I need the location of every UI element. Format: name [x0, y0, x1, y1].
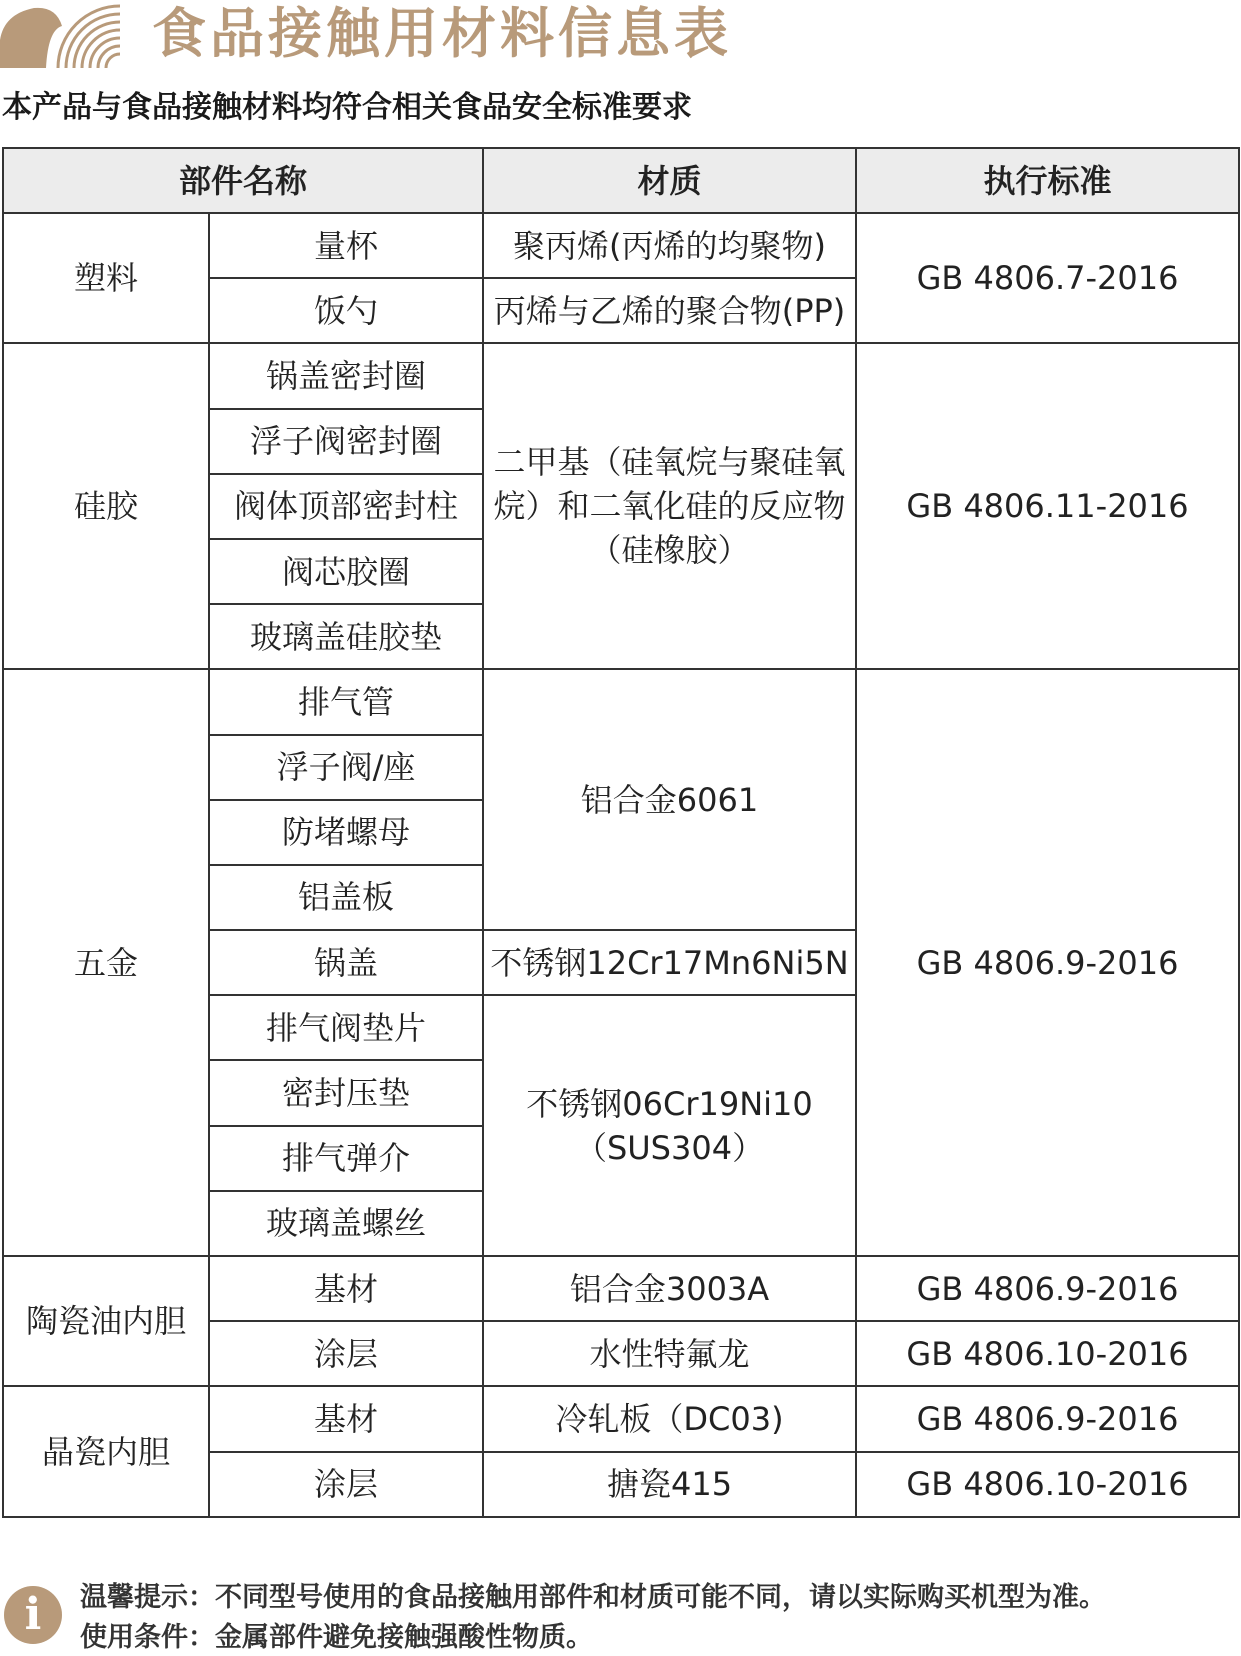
part-cell: 浮子阀/座: [209, 735, 483, 800]
standard-cell: GB 4806.10-2016: [856, 1452, 1239, 1517]
material-cell: 二甲基（硅氧烷与聚硅氧烷）和二氧化硅的反应物（硅橡胶）: [483, 343, 856, 669]
table-header-row: [3, 148, 1239, 213]
materials-table: [2, 147, 1240, 1518]
category-cell: 五金: [3, 669, 209, 1256]
part-cell: 涂层: [209, 1321, 483, 1386]
table-row: [3, 1256, 1239, 1321]
part-cell: 铝盖板: [209, 865, 483, 930]
part-cell: 锅盖密封圈: [209, 343, 483, 408]
table-row: [3, 343, 1239, 408]
material-cell: 丙烯与乙烯的聚合物(PP): [483, 278, 856, 343]
notice-usage-condition: 使用条件：金属部件避免接触强酸性物质。: [80, 1622, 593, 1653]
category-cell: 硅胶: [3, 343, 209, 669]
header-material: 材质: [483, 148, 856, 213]
category-cell: 塑料: [3, 213, 209, 343]
page-subtitle: 本产品与食品接触材料均符合相关食品安全标准要求: [2, 90, 692, 125]
standard-cell: GB 4806.9-2016: [856, 1386, 1239, 1451]
material-cell: 铝合金6061: [483, 669, 856, 930]
table-row: [3, 1386, 1239, 1451]
standard-cell: GB 4806.9-2016: [856, 669, 1239, 1256]
standard-cell: GB 4806.7-2016: [856, 213, 1239, 343]
material-cell: 铝合金3003A: [483, 1256, 856, 1321]
material-cell: 不锈钢06Cr19Ni10（SUS304）: [483, 995, 856, 1256]
standard-cell: GB 4806.10-2016: [856, 1321, 1239, 1386]
part-cell: 饭勺: [209, 278, 483, 343]
material-cell: 不锈钢12Cr17Mn6Ni5N: [483, 930, 856, 995]
standard-cell: GB 4806.9-2016: [856, 1256, 1239, 1321]
table-row: [3, 669, 1239, 734]
material-cell: 冷轧板（DC03): [483, 1386, 856, 1451]
part-cell: 基材: [209, 1386, 483, 1451]
part-cell: 阀芯胶圈: [209, 539, 483, 604]
material-cell: 水性特氟龙: [483, 1321, 856, 1386]
header-standard: 执行标准: [856, 148, 1239, 213]
part-cell: 排气阀垫片: [209, 995, 483, 1060]
part-cell: 防堵螺母: [209, 800, 483, 865]
part-cell: 密封压垫: [209, 1060, 483, 1125]
header-part-name: 部件名称: [3, 148, 483, 213]
page-title: 食品接触用材料信息表: [152, 2, 732, 65]
material-cell: 搪瓷415: [483, 1452, 856, 1517]
info-icon: i: [4, 1586, 62, 1644]
part-cell: 玻璃盖螺丝: [209, 1191, 483, 1256]
category-cell: 陶瓷油内胆: [3, 1256, 209, 1386]
part-cell: 量杯: [209, 213, 483, 278]
part-cell: 玻璃盖硅胶垫: [209, 604, 483, 669]
brand-logo: [0, 0, 125, 68]
notice-tip: 温馨提示：不同型号使用的食品接触用部件和材质可能不同，请以实际购买机型为准。: [80, 1582, 1106, 1613]
notice-box: [0, 1580, 1241, 1655]
material-cell: 聚丙烯(丙烯的均聚物): [483, 213, 856, 278]
table-row: [3, 213, 1239, 278]
category-cell: 晶瓷内胆: [3, 1386, 209, 1517]
part-cell: 浮子阀密封圈: [209, 409, 483, 474]
part-cell: 锅盖: [209, 930, 483, 995]
standard-cell: GB 4806.11-2016: [856, 343, 1239, 669]
part-cell: 基材: [209, 1256, 483, 1321]
part-cell: 排气管: [209, 669, 483, 734]
part-cell: 阀体顶部密封柱: [209, 474, 483, 539]
part-cell: 涂层: [209, 1452, 483, 1517]
part-cell: 排气弹介: [209, 1126, 483, 1191]
